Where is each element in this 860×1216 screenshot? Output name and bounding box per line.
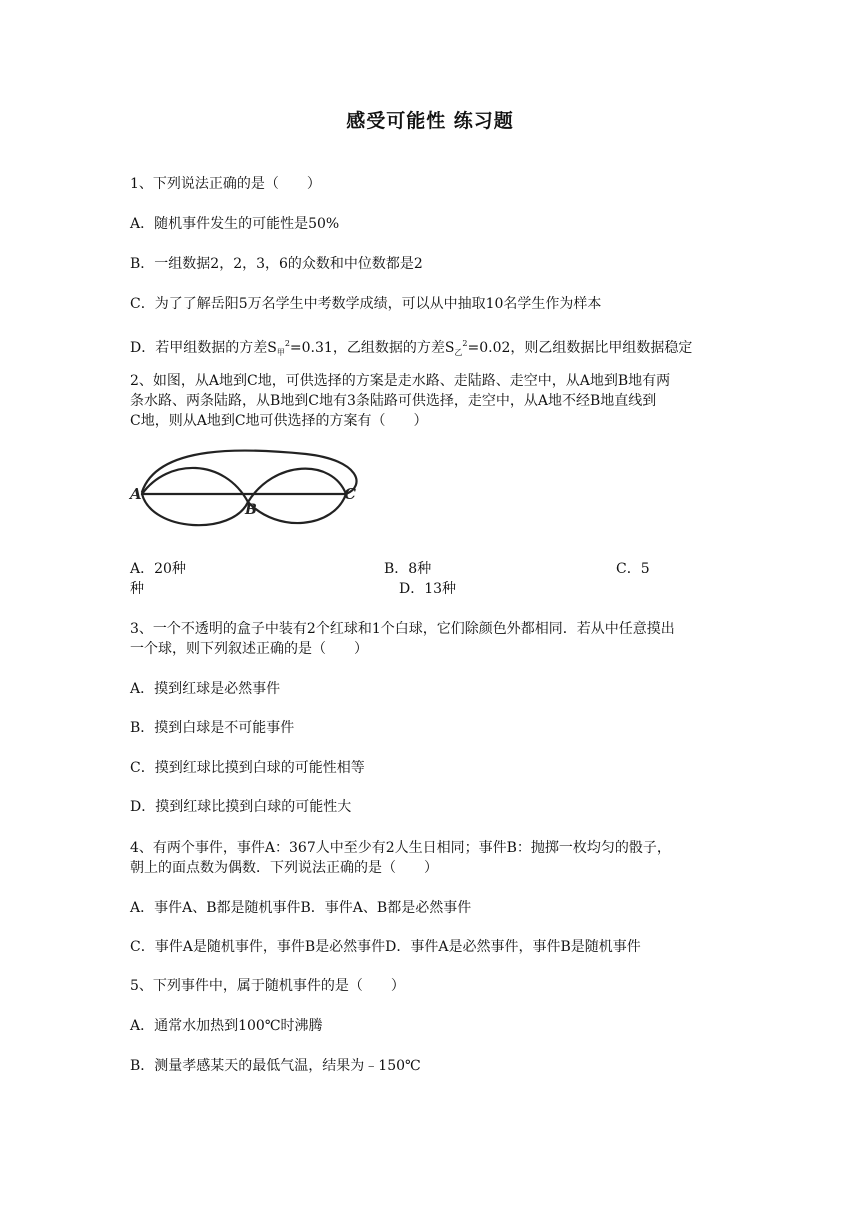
q2-stem-line-1: 2、如图，从A地到C地，可供选择的方案是走水路、走陆路、走空中，从A地到B地有两: [130, 373, 671, 389]
q1-option-c: C．为了了解岳阳5万名学生中考数学成绩，可以从中抽取10名学生作为样本: [130, 296, 602, 312]
q2-option-d: D．13种: [399, 581, 457, 597]
point-a-label: A: [130, 485, 142, 503]
q5-stem: 5、下列事件中，属于随机事件的是（ ）: [130, 978, 405, 994]
q5-option-b: B．测量孝感某天的最低气温，结果为﹣150℃: [130, 1058, 421, 1074]
route-diagram: [128, 446, 360, 536]
q2-stem-line-3: C地，则从A地到C地可供选择的方案有（ ）: [130, 413, 428, 429]
point-c-label: C: [344, 485, 356, 503]
q3-option-b: B．摸到白球是不可能事件: [130, 720, 295, 736]
page-title: 感受可能性 练习题: [346, 110, 514, 132]
q1-option-b: B．一组数据2，2，3，6的众数和中位数都是2: [130, 256, 423, 272]
q1-d-superscript-1: 2: [284, 339, 290, 348]
q2-option-c-wrap: 种: [130, 581, 144, 597]
q1-option-d: [130, 334, 692, 363]
q2-stem-line-2: 条水路、两条陆路，从B地到C地有3条陆路可供选择，走空中，从A地不经B地直线到: [130, 393, 657, 409]
q3-option-a: A．摸到红球是必然事件: [130, 681, 281, 697]
q1-d-text-mid: =0.31，乙组数据的方差S: [289, 340, 455, 356]
q4-options-ab: A．事件A、B都是随机事件B．事件A、B都是必然事件: [130, 900, 472, 916]
q1-d-subscript-jia: 甲: [276, 348, 285, 357]
q1-stem: 1、下列说法正确的是（ ）: [130, 176, 321, 192]
land-route-upper: [248, 469, 346, 502]
q3-stem-line-1: 3、一个不透明的盒子中装有2个红球和1个白球，它们除颜色外都相同．若从中任意摸出: [130, 621, 675, 637]
q5-option-a: A．通常水加热到100℃时沸腾: [130, 1018, 323, 1034]
point-b-label: B: [245, 502, 257, 518]
q1-d-superscript-2: 2: [462, 339, 468, 348]
q4-options-cd: C．事件A是随机事件，事件B是必然事件D．事件A是必然事件，事件B是随机事件: [130, 939, 641, 955]
q1-d-text-post: =0.02，则乙组数据比甲组数据稳定: [467, 340, 693, 356]
q2-option-a: A．20种: [130, 561, 186, 577]
water-route-upper: [142, 468, 248, 502]
q4-stem-line-1: 4、有两个事件，事件A：367人中至少有2人生日相同；事件B：抛掷一枚均匀的骰子，: [130, 840, 671, 856]
land-route-lower: [248, 494, 346, 523]
q1-d-text-pre: D．若甲组数据的方差S: [130, 340, 277, 356]
q3-stem-line-2: 一个球，则下列叙述正确的是（ ）: [130, 641, 368, 657]
water-route-lower: [142, 494, 248, 525]
q3-option-d: D．摸到红球比摸到白球的可能性大: [130, 799, 352, 815]
q2-option-b: B．8种: [384, 561, 432, 577]
q3-option-c: C．摸到红球比摸到白球的可能性相等: [130, 760, 365, 776]
q1-option-a: A．随机事件发生的可能性是50%: [130, 216, 340, 232]
q4-stem-line-2: 朝上的面点数为偶数．下列说法正确的是（ ）: [130, 860, 438, 876]
q2-option-c: C．5: [616, 561, 650, 577]
q1-d-subscript-yi: 乙: [454, 348, 463, 357]
